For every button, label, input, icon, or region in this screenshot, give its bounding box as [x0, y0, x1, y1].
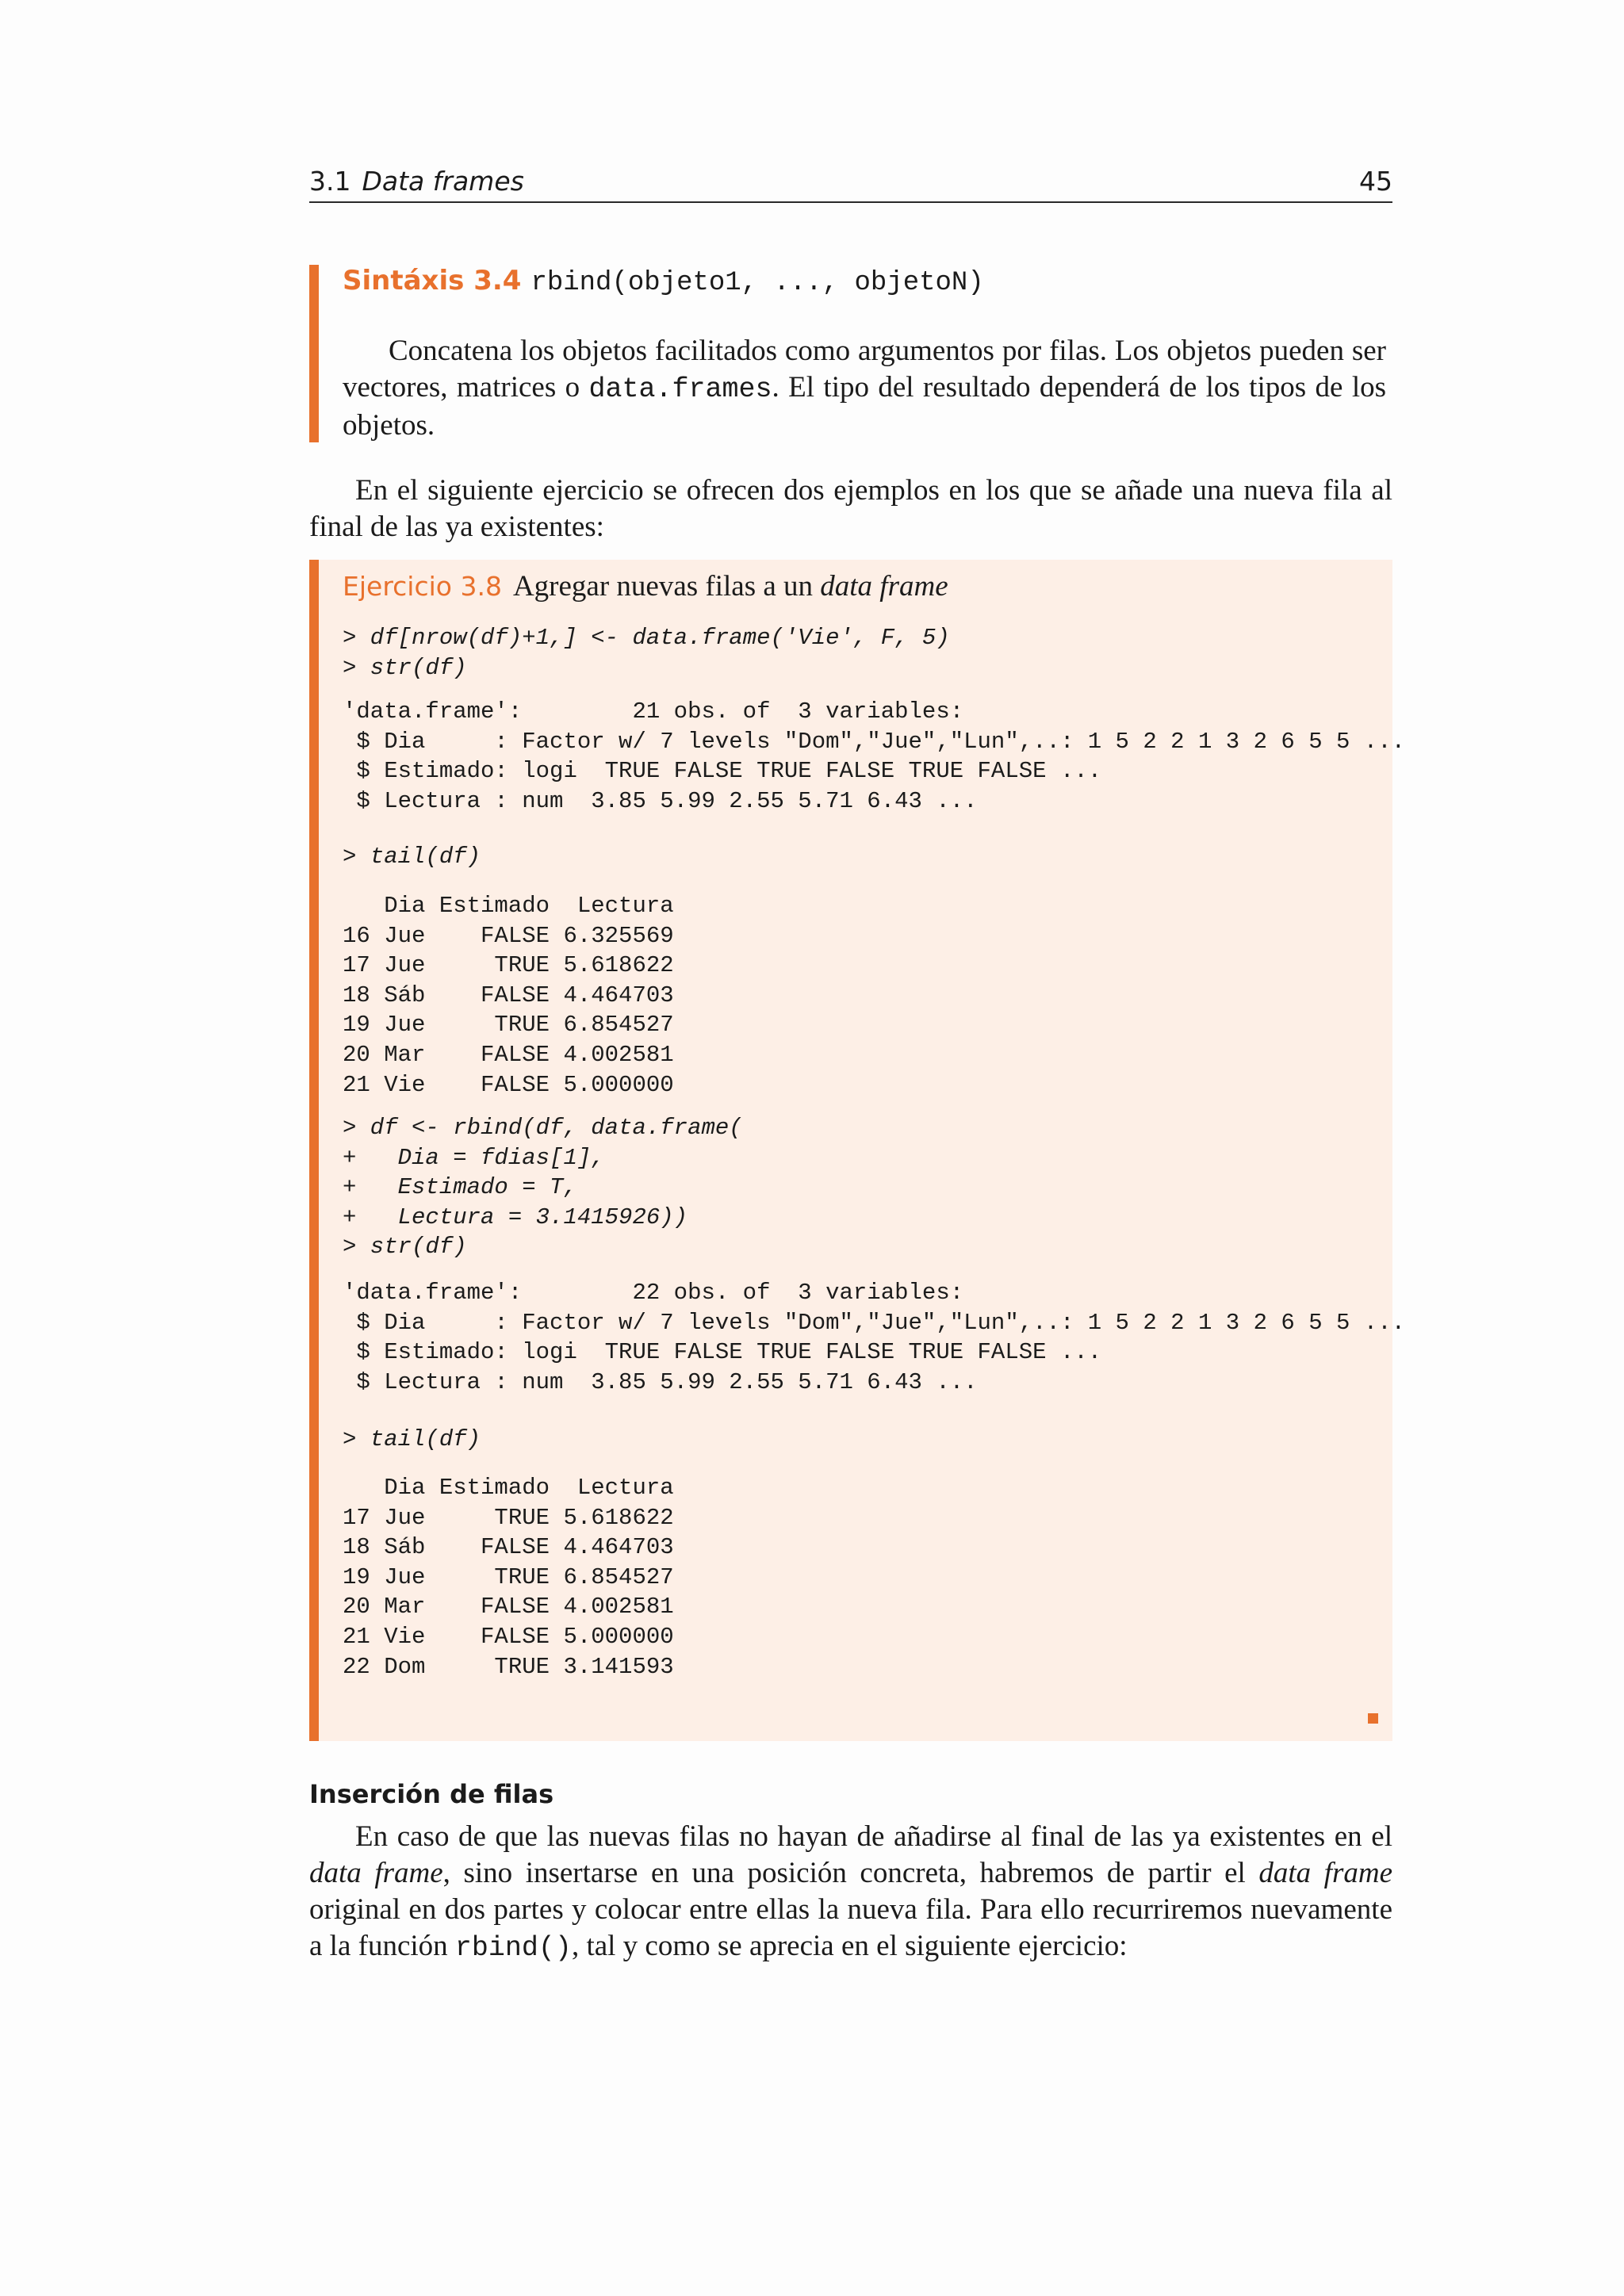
code-output-block: Dia Estimado Lectura 17 Jue TRUE 5.618622 18 Sáb FALSE 4.464703 19 Jue TRUE 6.854527 20 Mar FALSE 4.002581 21 Vie FALSE 5.000000 22 Dom TRUE 3.141593 [343, 1475, 674, 1680]
syntax-desc-text-end: . El tipo del resultado dependerá de los tipos de los objetos. [343, 371, 1386, 442]
code-input-block: > df[nrow(df)+1,] <- data.frame('Vie', F, 5) > str(df) [343, 625, 950, 681]
para-code: rbind() [454, 1932, 572, 1964]
code-output-block: Dia Estimado Lectura 16 Jue FALSE 6.325569 17 Jue TRUE 5.618622 18 Sáb FALSE 4.464703 19 Jue TRUE 6.854527 20 Mar FALSE 4.002581 21 Vie FALSE 5.000000 [343, 893, 674, 1098]
code-output-block: 'data.frame': 21 obs. of 3 variables: $ Dia : Factor w/ 7 levels "Dom","Jue","Lun",..: 1 5 2 2 1 3 2 6 5 5 ... $ Estimado: logi TRUE FALSE TRUE FALSE TRUE FALSE ... $ Lectura : num 3.85 5.99 2.55 5.71 6.43 ... [343, 698, 1406, 814]
code-output-block: 'data.frame': 22 obs. of 3 variables: $ Dia : Factor w/ 7 levels "Dom","Jue","Lun",..: 1 5 2 2 1 3 2 6 5 5 ... $ Estimado: logi TRUE FALSE TRUE FALSE TRUE FALSE ... $ Lectura : num 3.85 5.99 2.55 5.71 6.43 ... [343, 1280, 1406, 1395]
exercise-title-text: Agregar nuevas filas a un [512, 570, 814, 603]
exercise-end-mark [1368, 1713, 1378, 1724]
section-title: Data frames [362, 166, 524, 197]
code-input-block: > tail(df) [343, 844, 481, 870]
syntax-box [309, 265, 1385, 442]
exercise-label: Ejercicio 3.8 [343, 571, 502, 602]
syntax-description [343, 333, 1386, 444]
syntax-desc-code: data.frames [588, 373, 772, 405]
page-number: 45 [1359, 166, 1392, 197]
para-text: En caso de que las nuevas filas no hayan de añadirse al final de las ya existentes en el [355, 1820, 1392, 1853]
para-text: , sino insertarse en una posición concreta, habremos de partir el [442, 1857, 1259, 1889]
intro-paragraph: En el siguiente ejercicio se ofrecen dos ejemplos en los que se añade una nueva fila al final de las ya existentes: [309, 474, 1392, 543]
running-header [309, 162, 1392, 203]
section-number: 3.1 [309, 166, 351, 197]
code-input-block: > df <- rbind(df, data.frame( + Dia = fdias[1], + Estimado = T, + Lectura = 3.1415926)) > str(df) [343, 1115, 743, 1261]
code-input-block: > tail(df) [343, 1426, 481, 1452]
syntax-label: Sintáxis 3.4 [343, 265, 522, 297]
subsection-paragraph [309, 1819, 1392, 1966]
header-section [309, 166, 524, 197]
syntax-signature: rbind(objeto1, ..., objetoN) [530, 268, 984, 298]
syntax-desc-text: Concatena los objetos facilitados como argumentos por filas. Los objetos pueden ser vectores, matrices o [343, 335, 1386, 404]
subsection-heading: Inserción de filas [309, 1779, 554, 1809]
exercise-title [513, 570, 948, 603]
syntax-heading [343, 265, 984, 298]
para-italic: data frame [309, 1857, 443, 1889]
exercise-heading [343, 569, 948, 603]
exercise-title-italic: data frame [820, 570, 948, 603]
para-text: original en dos partes y colocar entre ellas la nueva fila. Para ello recurriremos nuevamente a la función [309, 1893, 1392, 1962]
para-italic: data frame [1258, 1857, 1393, 1889]
para-text: , tal y como se aprecia en el siguiente ejercicio: [571, 1930, 1128, 1962]
exercise-box [309, 560, 1406, 1741]
